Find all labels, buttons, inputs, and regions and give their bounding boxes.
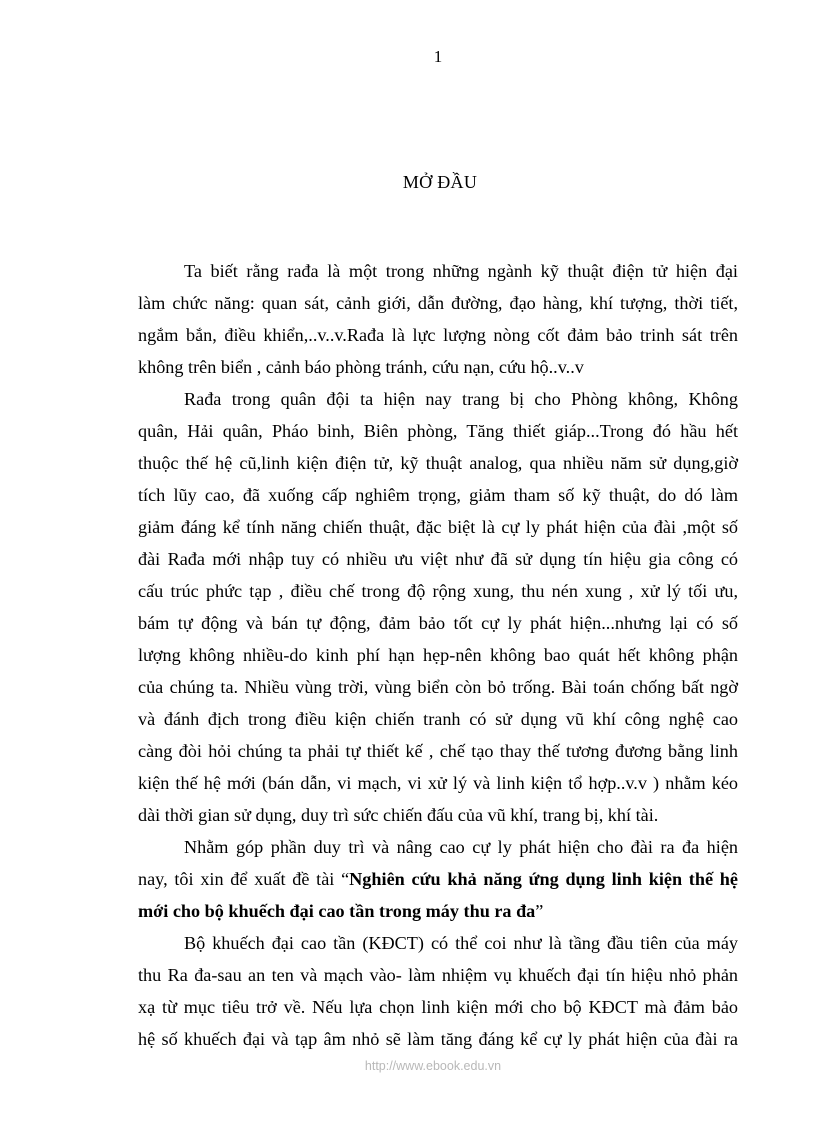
thesis-title-part: Nghiên cứu khả năng ứng dụng linh kiện thế hệ [349, 869, 738, 889]
text-line: Nhằm góp phần duy trì và nâng cao cự ly phát hiện cho đài ra đa hiện [184, 837, 738, 857]
text-line: giảm đáng kể tính năng chiến thuật, đặc biệt là cự ly phát hiện của đài ,một số [138, 517, 738, 537]
text-line: thu Ra đa-sau an ten và mạch vào- làm nhiệm vụ khuếch đại tín hiệu nhỏ phản [138, 965, 738, 985]
text-line: thuộc thế hệ cũ,linh kiện điện tử, kỹ thuật analog, qua nhiều năm sử dụng,giờ [138, 453, 738, 473]
thesis-title-part: mới cho bộ khuếch đại cao tần trong máy thu ra đa [138, 901, 536, 921]
text-line: dài thời gian sử dụng, duy trì sức chiến đấu của vũ khí, trang bị, khí tài. [138, 805, 659, 825]
footer-url: http://www.ebook.edu.vn [364, 1059, 502, 1073]
text-plain: ” [535, 901, 544, 921]
text-line: đài Rađa mới nhập tuy có nhiều ưu việt như đã sử dụng tín hiệu gia công có [138, 549, 738, 569]
text-line: Rađa trong quân đội ta hiện nay trang bị cho Phòng không, Không [184, 389, 738, 409]
text-line: của chúng ta. Nhiều vùng trời, vùng biển còn bỏ trống. Bài toán chống bất ngờ [138, 677, 738, 697]
text-line: quân, Hải quân, Pháo binh, Biên phòng, Tăng thiết giáp...Trong đó hầu hết [138, 421, 738, 441]
text-line: bám tự động và bán tự động, đảm bảo tốt cự ly phát hiện...nhưng lại có số [138, 613, 738, 633]
text-line [138, 863, 738, 895]
text-line: lượng không nhiều-do kinh phí hạn hẹp-nên không bao quát hết không phận [138, 645, 738, 665]
text-line: làm chức năng: quan sát, cảnh giới, dẫn đường, đạo hàng, khí tượng, thời tiết, [138, 293, 738, 313]
text-line: kiện thế hệ mới (bán dẫn, vi mạch, vi xử lý và linh kiện tổ hợp..v.v ) nhằm kéo [138, 773, 738, 793]
text-line: ngắm bắn, điều khiển,..v..v.Rađa là lực lượng nòng cốt đảm bảo trinh sát trên [138, 325, 738, 345]
text-line: Bộ khuếch đại cao tần (KĐCT) có thể coi như là tầng đầu tiên của máy [184, 933, 738, 953]
text-plain: nay, tôi xin để xuất đề tài “ [138, 869, 350, 889]
text-line: Ta biết rằng rađa là một trong những ngành kỹ thuật điện tử hiện đại [184, 261, 738, 281]
body-text [138, 255, 738, 1055]
page-number: 1 [433, 47, 443, 66]
text-line: càng đòi hỏi chúng ta phải tự thiết kế , chế tạo thay thế tương đương bằng linh [138, 741, 738, 761]
text-line: và đánh địch trong điều kiện chiến tranh có sử dụng vũ khí công nghệ cao [138, 709, 738, 729]
section-heading: MỞ ĐẦU [402, 172, 478, 192]
text-line: không trên biển , cảnh báo phòng tránh, cứu nạn, cứu hộ..v..v [138, 357, 584, 377]
text-line: xạ từ mục tiêu trở về. Nếu lựa chọn linh kiện mới cho bộ KĐCT mà đảm bảo [138, 997, 738, 1017]
text-line: cấu trúc phức tạp , điều chế trong độ rộng xung, thu nén xung , xử lý tối ưu, [138, 581, 738, 601]
text-line [138, 895, 738, 927]
text-line: tích lũy cao, đã xuống cấp nghiêm trọng, giảm tham số kỹ thuật, do dó làm [138, 485, 738, 505]
text-line: hệ số khuếch đại và tạp âm nhỏ sẽ làm tăng đáng kể cự ly phát hiện của đài ra [138, 1029, 738, 1049]
